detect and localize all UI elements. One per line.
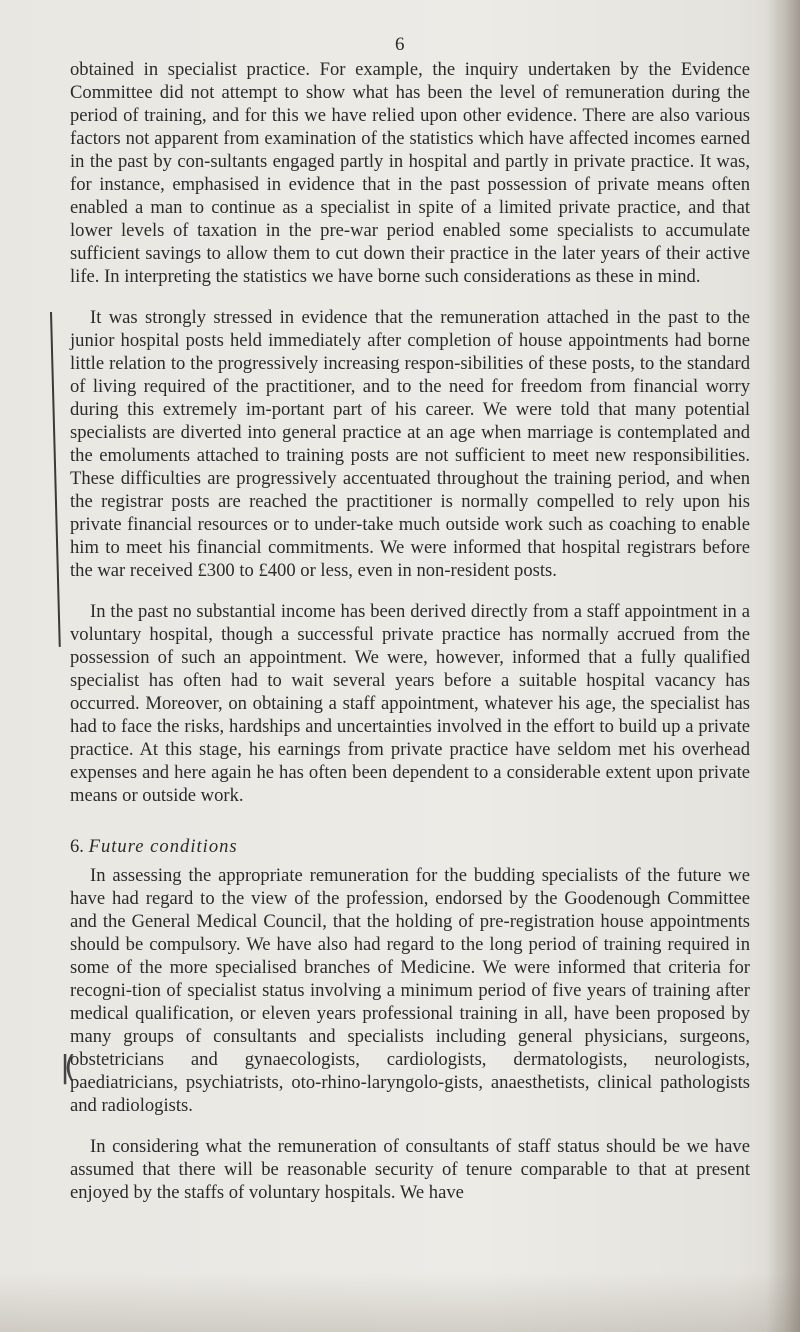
section-number: 6. [70, 836, 84, 857]
paragraph-security-of-tenure: In considering what the remuneration of consultants of staff status should be we have assumed that there will be reasonable security of tenure comparable to that at present enjoyed by the staffs of voluntary hospitals. We have [70, 1136, 750, 1203]
page-bottom-shadow [0, 1272, 800, 1332]
section-heading [70, 835, 750, 858]
paragraph-junior-posts: It was strongly stressed in evidence that the remuneration attached in the past to the junior hospital posts held immediately after completion of house appointments had borne little relation to the progressively increasing respon-sibilities of these posts, to the standard of living required of the practitioner, and to the need for freedom from financial worry during this extremely im-portant part of his career. We were told that many potential specialists are diverted into general practice at an age when marriage is contemplated and the emoluments attached to training posts are not sufficient to meet new responsibilities. These difficulties are progressively accentuated throughout the training period, and when the registrar posts are reached the practitioner is normally compelled to rely upon his private financial resources or to under-take much outside work such as coaching to enable him to meet his financial commitments. We were informed that hospital registrars before the war received £300 to £400 or less, even in non-resident posts. [70, 307, 750, 581]
paragraph-continued: obtained in specialist practice. For example, the inquiry undertaken by the Evidence Committee did not attempt to show what has been the level of remuneration during the period of training, and for this we have relied upon other evidence. There are also various factors not apparent from examination of the statistics which have affected incomes earned in the past by con-sultants engaged partly in hospital and partly in private practice. It was, for instance, emphasised in evidence that in the past possession of private means often enabled a man to continue as a specialist in spite of a limited private practice, and that lower levels of taxation in the pre-war period enabled some specialists to accumulate sufficient savings to allow them to cut down their practice in the later years of their active life. In interpreting the statistics we have borne such considerations as these in mind. [70, 59, 750, 287]
section-title: Future conditions [88, 836, 238, 857]
margin-annotation-bracket: |( [60, 1050, 70, 1085]
text-column [70, 58, 750, 1222]
paragraph-staff-appointment: In the past no substantial income has been derived directly from a staff appointment in a voluntary hospital, though a successful private practice has normally accrued from the possession of such an appointment. We were, however, informed that a fully qualified specialist has often had to wait several years before a suitable hospital vacancy has occurred. Moreover, on obtaining a staff appointment, whatever his age, the specialist has had to face the risks, hardships and uncertainties involved in the effort to build up a private practice. At this stage, his earnings from private practice have seldom met his overhead expenses and here again he has often been dependent to a considerable extent upon private means or outside work. [70, 601, 750, 806]
paragraph-future-remuneration: In assessing the appropriate remuneration for the budding specialists of the future we have had regard to the view of the profession, endorsed by the Goodenough Committee and the General Medical Council, that the holding of pre-registration house appointments should be compulsory. We have also had regard to the long period of training required in some of the more specialised branches of Medicine. We were informed that criteria for recogni-tion of specialist status involving a minimum period of five years of training after medical qualification, or eleven years professional training in all, have been proposed by many groups of consultants and specialists including general physicians, surgeons, obstetricians and gynaecologists, cardiologists, dermatologists, neurologists, paediatricians, psychiatrists, oto-rhino-laryngolo-gists, anaesthetists, clinical pathologists and radiologists. [70, 865, 750, 1116]
page-edge-shadow [766, 0, 800, 1332]
page-number: 6 [395, 34, 405, 55]
